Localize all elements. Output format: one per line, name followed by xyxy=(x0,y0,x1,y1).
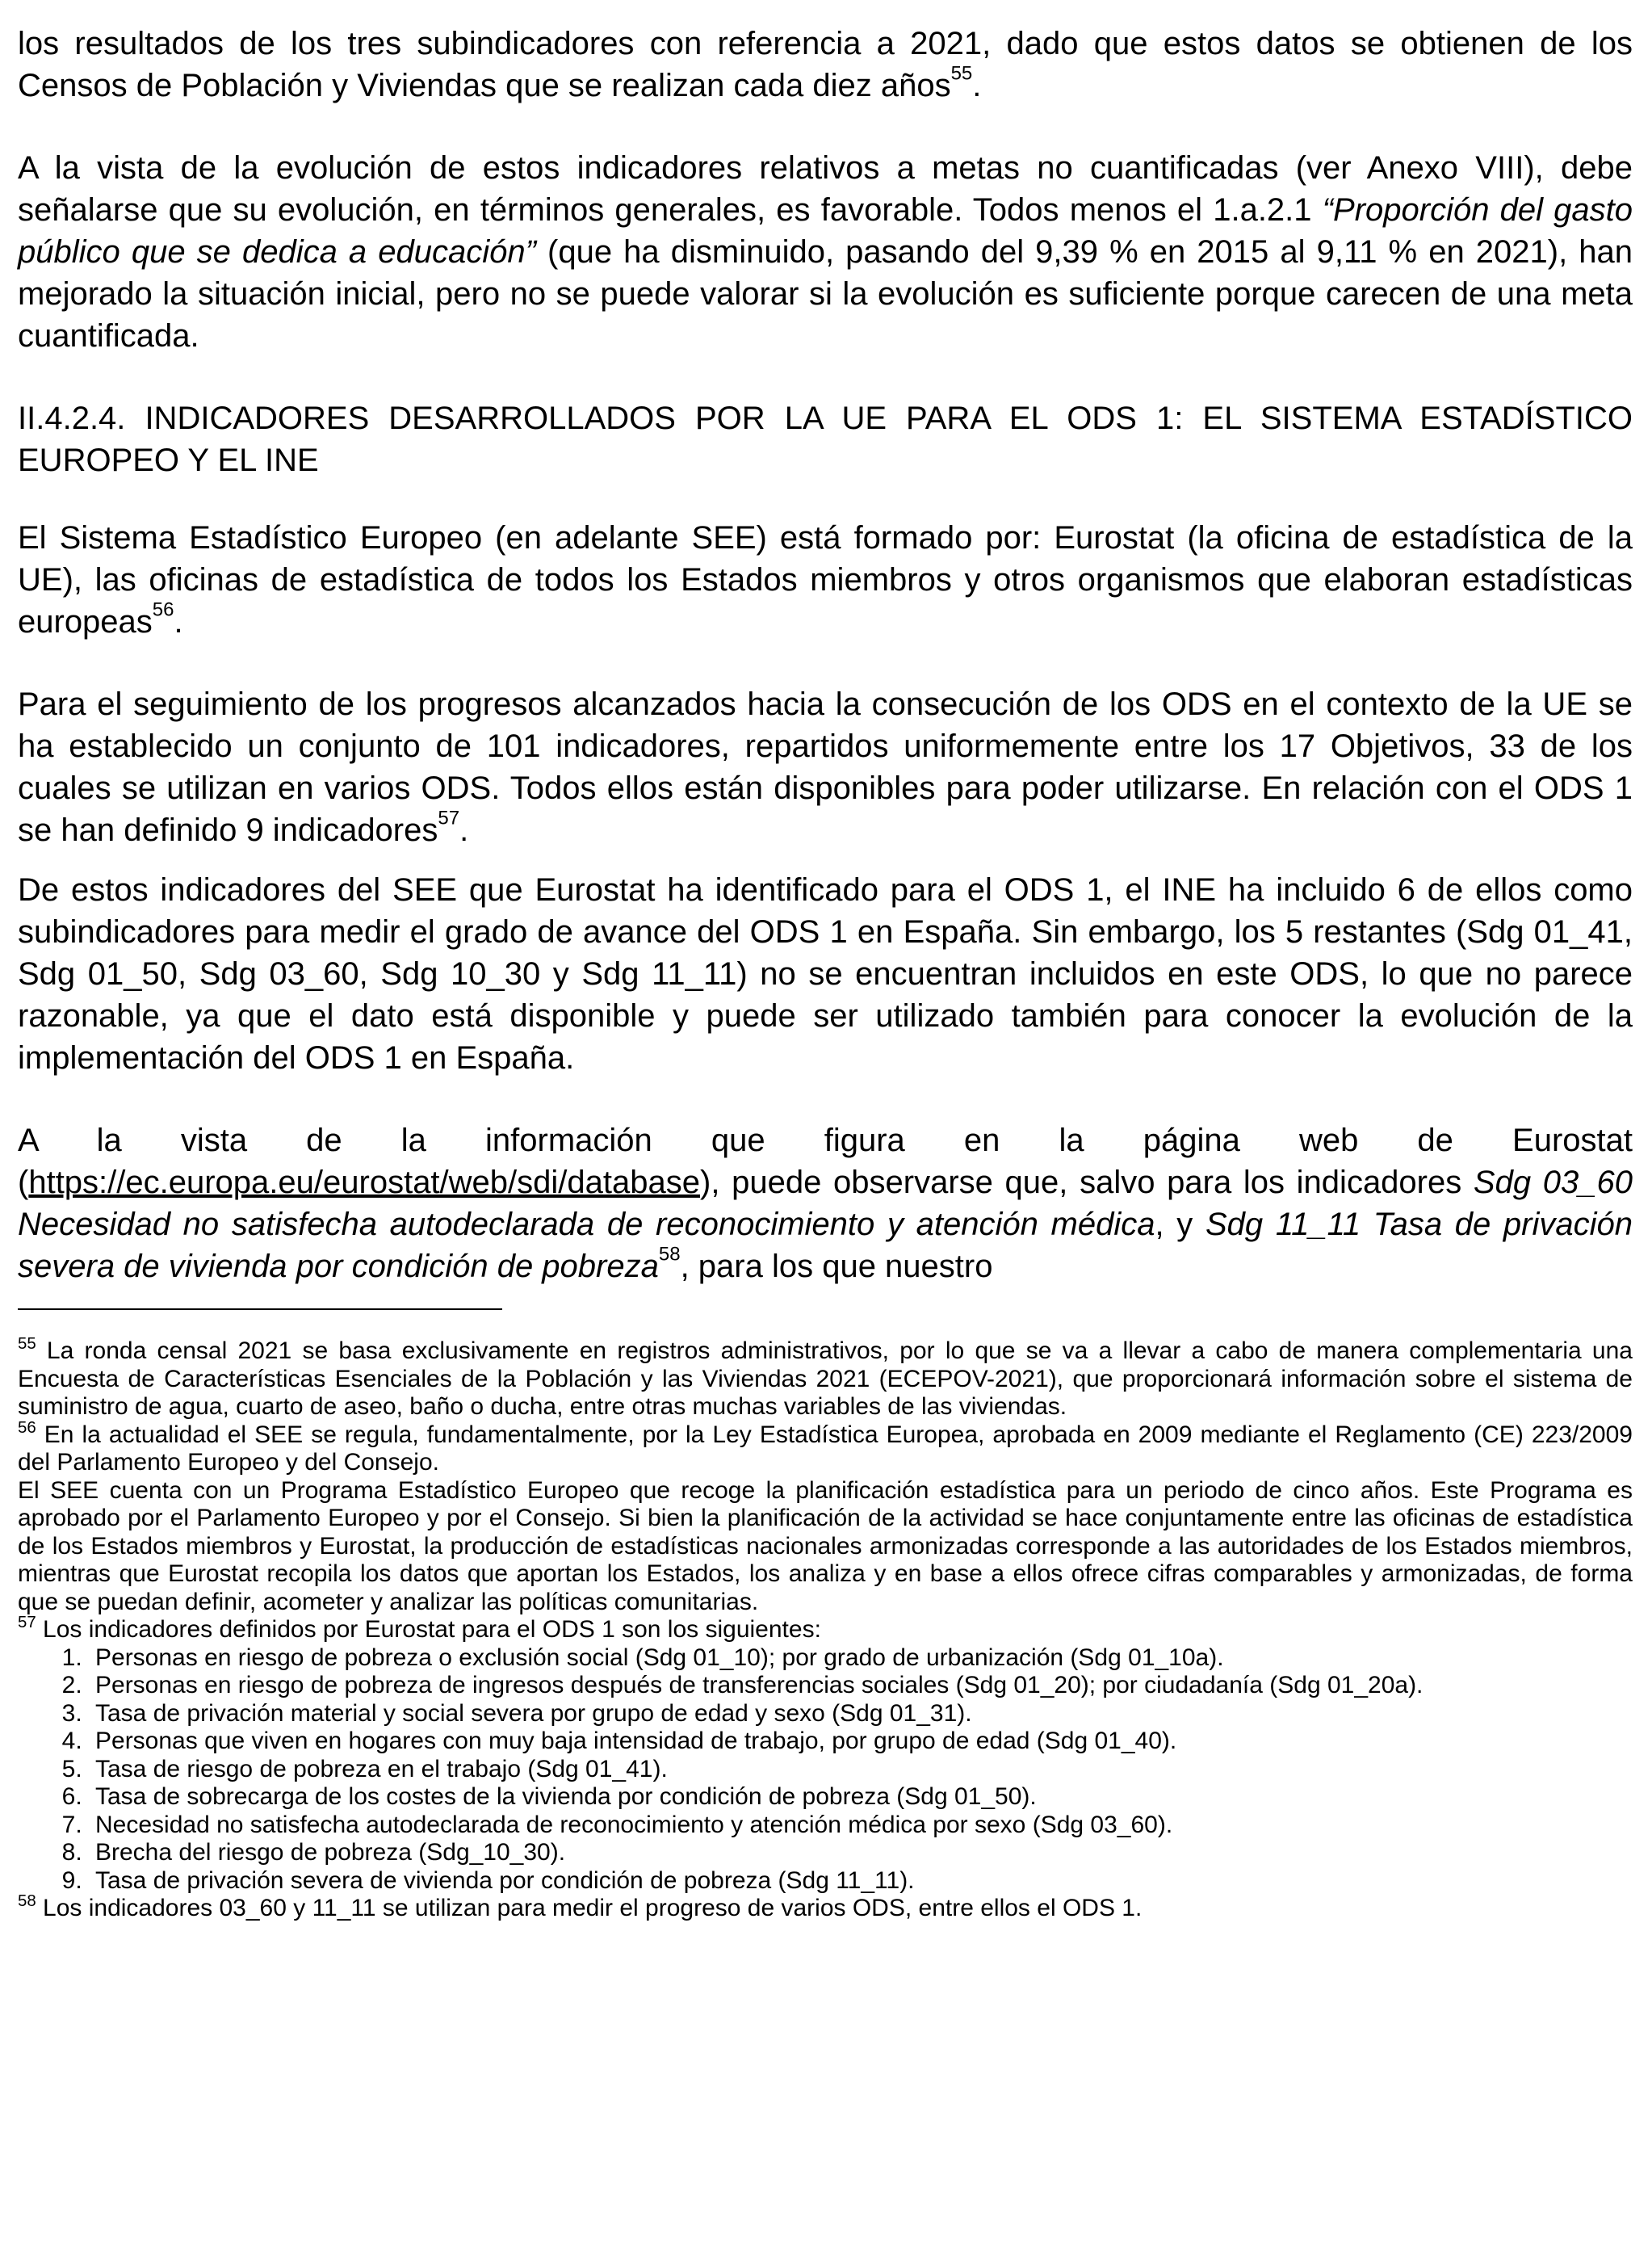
indicator-title-italic: “Proporción del gasto público que se dedica a educación” xyxy=(18,192,1633,270)
list-item: 4. Personas que viven en hogares con muy baja intensidad de trabajo, por grupo de edad (Sdg 01_40). xyxy=(89,1728,1633,1756)
list-item: 2. Personas en riesgo de pobreza de ingresos después de transferencias sociales (Sdg 01_20); por ciudadanía (Sdg 01_20a). xyxy=(89,1672,1633,1700)
paragraph-eurostat: A la vista de la información que figura en la página web de Eurostat (https://ec.europa.eu/eurostat/web/sdi/database), puede observarse que, salvo para los indicadores Sdg 03_60 Necesidad no satisfecha autodeclarada de reconocimiento y atención médica, y Sdg 11_11 Tasa de privación severa de vivienda por condición de pobreza$^{58}$, para los que nuestro xyxy=(18,1123,1633,1284)
list-item: 5. Tasa de riesgo de pobreza en el trabajo (Sdg 01_41). xyxy=(89,1756,1633,1784)
footnote-ref-57[interactable]: 57 xyxy=(438,807,460,829)
list-item: 8. Brecha del riesgo de pobreza (Sdg_10_30). xyxy=(89,1839,1633,1867)
paragraph-indicators: Para el seguimiento de los progresos alcanzados hacia la consecución de los ODS en el contexto de la UE se ha establecido un conjunto de 101 indicadores, repartidos uniformemente entre los 17 Objetivos, 33 de los cuales se utilizan en varios ODS. Todos ellos están disponibles para poder utilizarse. En relación con el ODS 1 se han definido 9 indicadores$^{57}$. xyxy=(18,686,1633,848)
paragraph-ine: De estos indicadores del SEE que Eurostat ha identificado para el ODS 1, el INE ha incluido 6 de ellos como subindicadores para medir el grado de avance del ODS 1 en España. Sin embargo, los 5 restantes (Sdg 01_41, Sdg 01_50, Sdg 03_60, Sdg 10_30 y Sdg 11_11) no se encuentran incluidos en este ODS, lo que no parece razonable, ya que el dato está disponible y puede ser utilizado también para conocer la evolución de la implementación del ODS 1 en España. xyxy=(18,872,1633,1076)
list-item: 3. Tasa de privación material y social severa por grupo de edad y sexo (Sdg 01_31). xyxy=(89,1700,1633,1728)
footnote-57-indicator-list xyxy=(18,1644,1633,1896)
list-item: 9. Tasa de privación severa de vivienda por condición de pobreza (Sdg 11_11). xyxy=(89,1867,1633,1896)
body-text xyxy=(18,23,1633,1287)
footnote-58: $^{58}$ Los indicadores 03_60 y 11_11 se utilizan para medir el progreso de varios ODS, entre ellos el ODS 1. xyxy=(18,1891,1143,1921)
footnote-separator xyxy=(18,1308,502,1310)
list-item: 6. Tasa de sobrecarga de los costes de la vivienda por condición de pobreza (Sdg 01_50). xyxy=(89,1783,1633,1812)
footnote-ref-56[interactable]: 56 xyxy=(152,598,174,621)
footnotes xyxy=(18,1334,1633,1923)
footnote-55: $^{55}$ La ronda censal 2021 se basa exclusivamente en registros administrativos, por lo que se va a llevar a cabo de manera complementaria una Encuesta de Características Esenciales de la Población y las Viviendas 2021 (ECEPOV-2021), que proporcionará información sobre el sistema de suministro de agua, cuarto de aseo, baño o ducha, entre otras muchas variables de las viviendas. xyxy=(18,1334,1633,1420)
footnote-ref-58[interactable]: 58 xyxy=(658,1243,681,1266)
list-item: 7. Necesidad no satisfecha autodeclarada de reconocimiento y atención médica por sexo (Sdg 03_60). xyxy=(89,1812,1633,1840)
paragraph-census: los resultados de los tres subindicadores con referencia a 2021, dado que estos datos se obtienen de los Censos de Población y Viviendas que se realizan cada diez años$^{55}$. xyxy=(18,26,1633,103)
footnote-56: $^{56}$ En la actualidad el SEE se regula, fundamentalmente, por la Ley Estadística Europea, aprobada en 2009 mediante el Reglamento (CE) 223/2009 del Parlamento Europeo y del Consejo. xyxy=(18,1418,1633,1476)
paragraph-evolution: A la vista de la evolución de estos indicadores relativos a metas no cuantificadas (ver Anexo VIII), debe señalarse que su evolución, en términos generales, es favorable. Todos menos el 1.a.2.1 “Proporción del gasto público que se dedica a educación” (que ha disminuido, pasando del 9,39 % en 2015 al 9,11 % en 2021), han mejorado la situación inicial, pero no se puede valorar si la evolución es suficiente porque carecen de una meta cuantificada. xyxy=(18,150,1633,354)
list-item: 1. Personas en riesgo de pobreza o exclusión social (Sdg 01_10); por grado de urbanización (Sdg 01_10a). xyxy=(89,1644,1633,1673)
footnote-ref-55[interactable]: 55 xyxy=(950,62,973,85)
footnote-56-continuation: El SEE cuenta con un Programa Estadístico Europeo que recoge la planificación estadística para un periodo de cinco años. Este Programa es aprobado por el Parlamento Europeo y por el Consejo. Si bien la planificación de la actividad se hace conjuntamente entre las oficinas de estadística de los Estados miembros y Eurostat, la producción de estadísticas nacionales armonizadas corresponde a las autoridades de los Estados miembros, mientras que Eurostat recopila los datos que aportan los Estados, los analiza y en base a ellos ofrece cifras comparables y armonizadas, de forma que se puedan definir, acometer y analizar las políticas comunitarias. xyxy=(18,1476,1633,1615)
indicator-sdg0360-italic: Sdg 03_60 Necesidad no satisfecha autodeclarada de reconocimiento y atención médica xyxy=(18,1165,1633,1242)
section-heading: II.4.2.4. INDICADORES DESARROLLADOS POR LA UE PARA EL ODS 1: EL SISTEMA ESTADÍSTICO EUROPEO Y EL INE xyxy=(18,401,1633,478)
eurostat-link[interactable]: https://ec.europa.eu/eurostat/web/sdi/database xyxy=(28,1165,700,1200)
indicator-sdg1111-italic: Sdg 11_11 Tasa de privación severa de vivienda por condición de pobreza xyxy=(18,1207,1633,1284)
footnote-57: $^{57}$ Los indicadores definidos por Eurostat para el ODS 1 son los siguientes: xyxy=(18,1613,821,1643)
paragraph-see: El Sistema Estadístico Europeo (en adelante SEE) está formado por: Eurostat (la oficina de estadística de la UE), las oficinas de estadística de todos los Estados miembros y otros organismos que elaboran estadísticas europeas$^{56}$. xyxy=(18,520,1633,640)
